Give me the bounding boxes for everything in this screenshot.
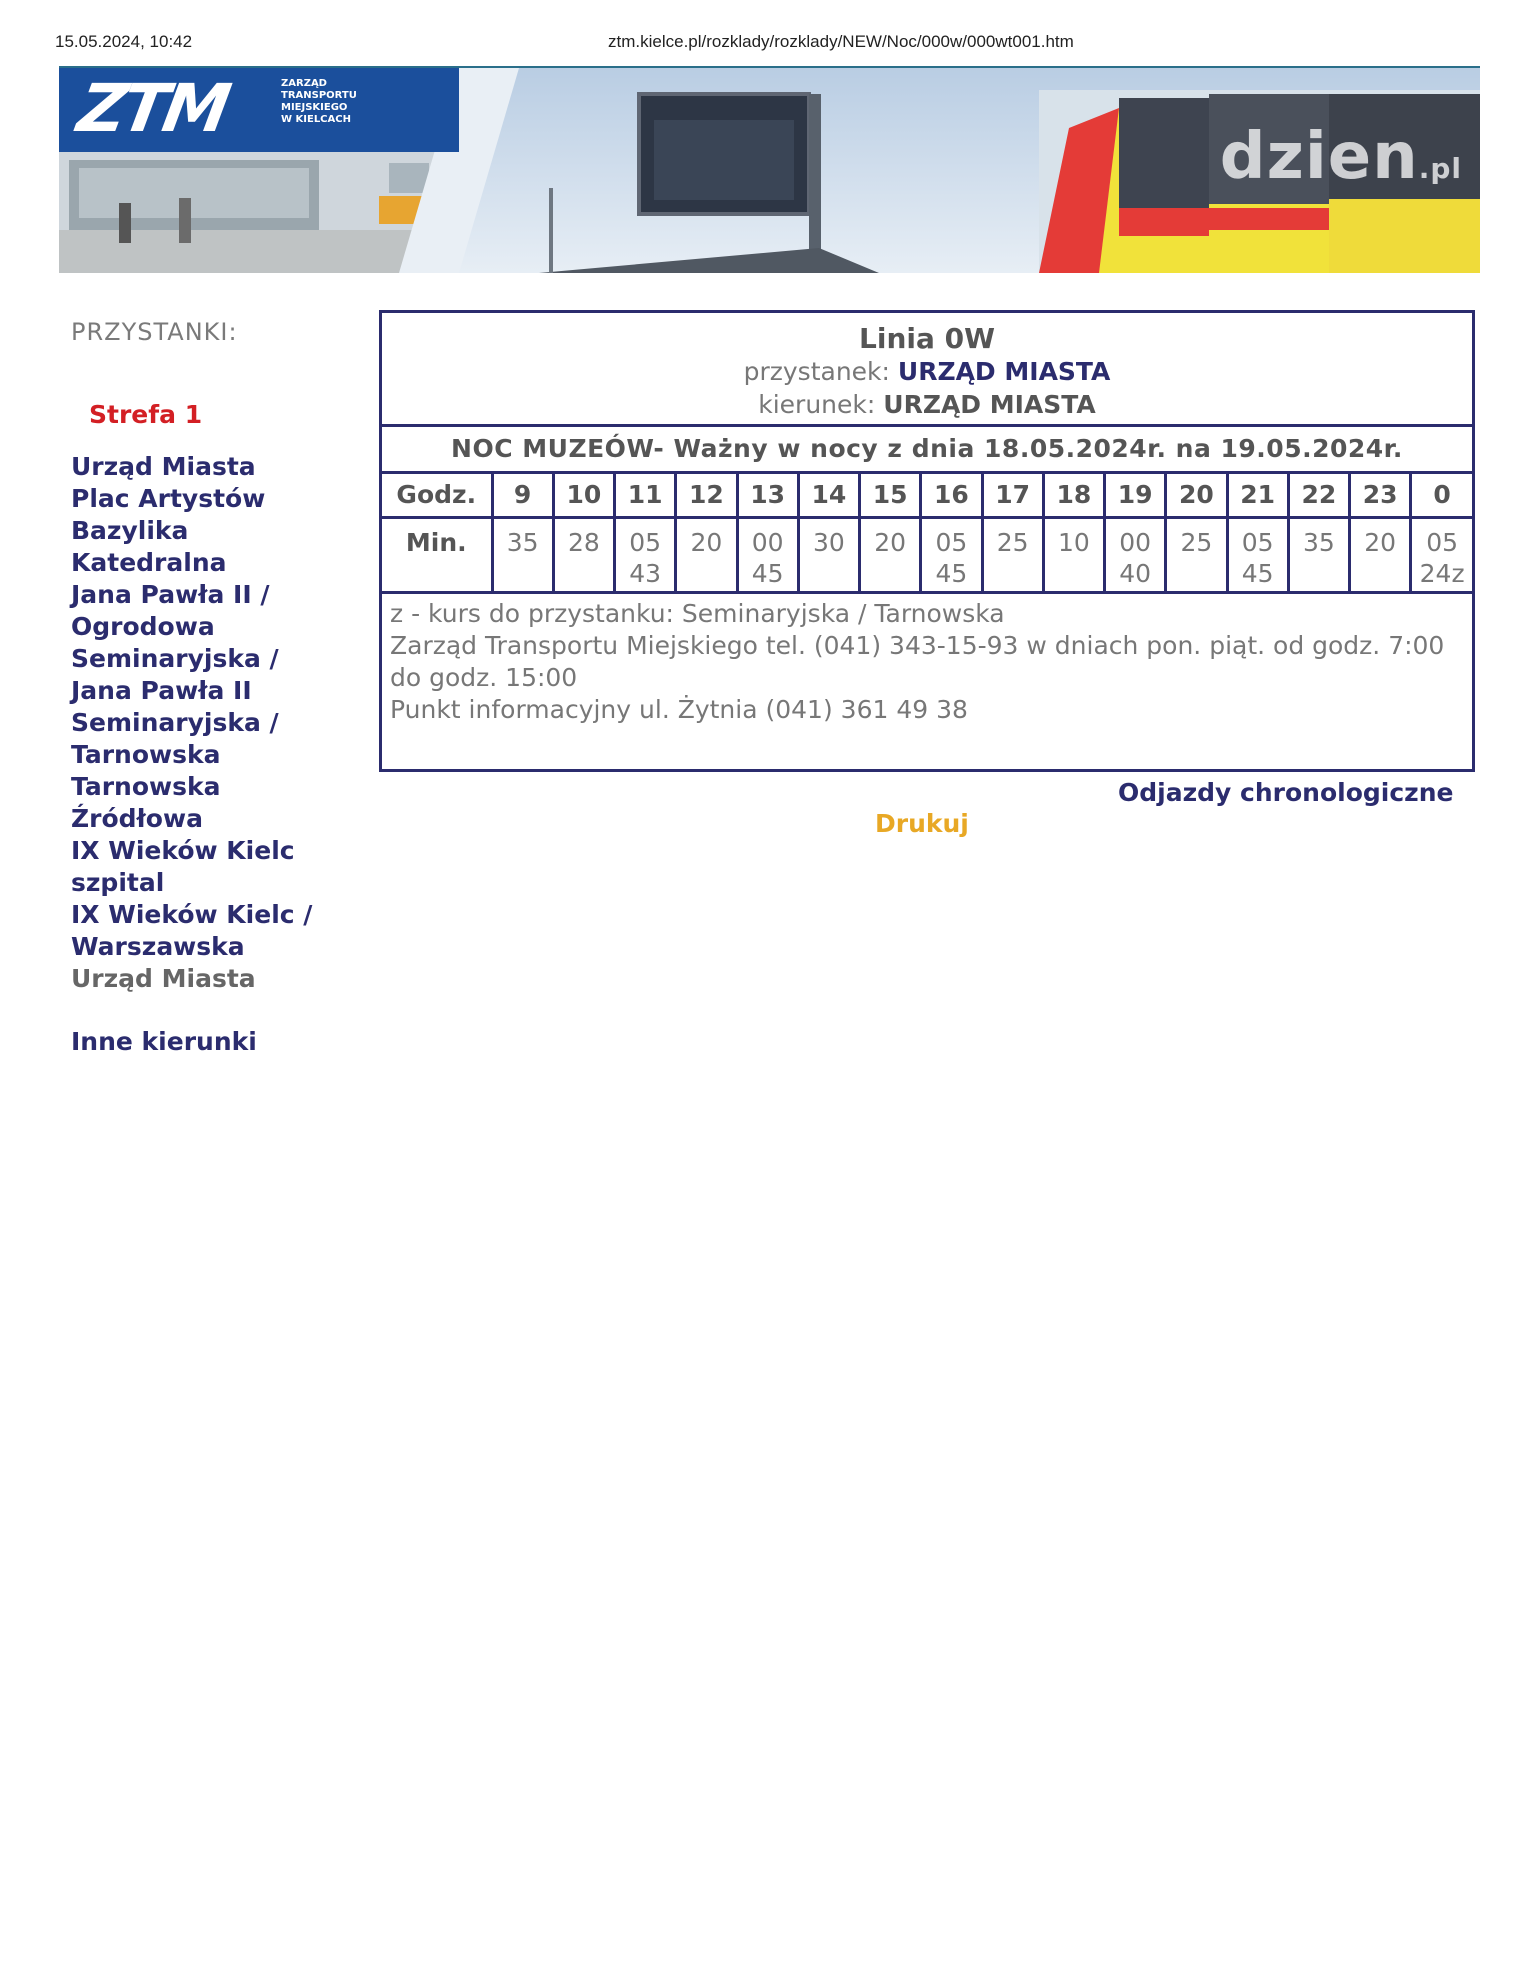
stop-link[interactable]: IX Wieków Kielc / <box>71 900 313 929</box>
hour-cell: 9 <box>492 474 553 518</box>
minute-cell: 05 24z <box>1411 518 1472 593</box>
chronological-departures-link[interactable]: Odjazdy chronologiczne <box>1118 778 1454 807</box>
minute-cell: 05 43 <box>615 518 676 593</box>
hour-cell: 13 <box>737 474 798 518</box>
print-link[interactable]: Drukuj <box>875 809 969 838</box>
validity-notice: NOC MUZEÓW- Ważny w nocy z dnia 18.05.2024r. na 19.05.2024r. <box>382 427 1472 474</box>
ztm-logo-subtitle: ZARZĄD TRANSPORTU MIEJSKIEGO W KIELCACH <box>281 78 357 125</box>
stop-link[interactable]: Plac Artystów <box>71 484 266 513</box>
minute-cell: 25 <box>1166 518 1227 593</box>
minute-cell: 25 <box>982 518 1043 593</box>
zone-label: Strefa 1 <box>89 400 203 429</box>
hour-cell: 11 <box>615 474 676 518</box>
minute-cell: 28 <box>553 518 614 593</box>
hour-cell: 0 <box>1411 474 1472 518</box>
minute-cell: 35 <box>1288 518 1349 593</box>
stop-link[interactable]: Warszawska <box>71 932 245 961</box>
hour-cell: 16 <box>921 474 982 518</box>
stop-link[interactable]: Seminaryjska / <box>71 644 279 673</box>
minute-cell: 20 <box>676 518 737 593</box>
stop-row: przystanek: URZĄD MIASTA <box>743 357 1111 386</box>
watermark: dzien.pl <box>1219 120 1462 194</box>
print-header <box>55 32 1475 56</box>
hour-cell: 15 <box>860 474 921 518</box>
footnote: Punkt informacyjny ul. Żytnia (041) 361 49 38 <box>390 695 968 724</box>
hour-cell: 23 <box>1350 474 1411 518</box>
ztm-logo-text: ZTM <box>72 70 233 147</box>
timetable-header <box>382 313 1472 427</box>
stop-link[interactable]: Jana Pawła II <box>71 676 252 705</box>
hour-cell: 21 <box>1227 474 1288 518</box>
stop-link[interactable]: IX Wieków Kielc <box>71 836 295 865</box>
footnotes <box>382 594 1472 730</box>
minute-cell: 30 <box>798 518 859 593</box>
print-datetime: 15.05.2024, 10:42 <box>55 32 193 51</box>
hour-cell: 18 <box>1043 474 1104 518</box>
stop-link[interactable]: szpital <box>71 868 165 897</box>
departures-grid <box>382 474 1472 594</box>
direction-name: URZĄD MIASTA <box>883 390 1096 419</box>
footnote: z - kurs do przystanku: Seminaryjska / Tarnowska <box>390 599 1005 628</box>
minute-cell: 20 <box>860 518 921 593</box>
footnote: Zarząd Transportu Miejskiego tel. (041) 343-15-93 w dniach pon. piąt. od godz. 7:00 do godz. 15:00 <box>390 631 1445 692</box>
stop-link[interactable]: Urząd Miasta <box>71 452 256 481</box>
hours-label: Godz. <box>382 474 492 518</box>
direction-row: kierunek: URZĄD MIASTA <box>758 390 1096 419</box>
sidebar-heading: PRZYSTANKI: <box>71 318 238 346</box>
stop-link[interactable]: Jana Pawła II / <box>71 580 270 609</box>
hour-cell: 14 <box>798 474 859 518</box>
hour-cell: 12 <box>676 474 737 518</box>
hours-row <box>382 474 1472 518</box>
line-title: Linia 0W <box>859 322 995 355</box>
header-banner <box>59 66 1480 273</box>
minute-cell: 10 <box>1043 518 1104 593</box>
minute-cell: 20 <box>1350 518 1411 593</box>
hour-cell: 17 <box>982 474 1043 518</box>
stop-link[interactable]: Źródłowa <box>71 804 203 833</box>
stop-name: URZĄD MIASTA <box>897 357 1111 386</box>
hour-cell: 19 <box>1105 474 1166 518</box>
current-stop: Urząd Miasta <box>71 964 256 993</box>
stop-link[interactable]: Seminaryjska / <box>71 708 279 737</box>
timetable <box>379 310 1475 772</box>
hour-cell: 10 <box>553 474 614 518</box>
stop-link[interactable]: Katedralna <box>71 548 227 577</box>
minute-cell: 35 <box>492 518 553 593</box>
stop-list <box>71 451 361 995</box>
minutes-row <box>382 518 1472 593</box>
stops-sidebar <box>71 318 361 1056</box>
minute-cell: 05 45 <box>1227 518 1288 593</box>
stop-link[interactable]: Bazylika <box>71 516 189 545</box>
stop-link[interactable]: Ogrodowa <box>71 612 215 641</box>
hour-cell: 22 <box>1288 474 1349 518</box>
ztm-logo[interactable] <box>59 68 459 152</box>
minute-cell: 05 45 <box>921 518 982 593</box>
hour-cell: 20 <box>1166 474 1227 518</box>
stop-link[interactable]: Tarnowska <box>71 772 221 801</box>
stop-link[interactable]: Tarnowska <box>71 740 221 769</box>
minutes-label: Min. <box>382 518 492 593</box>
other-directions-link[interactable]: Inne kierunki <box>71 1027 257 1056</box>
print-url: ztm.kielce.pl/rozklady/rozklady/NEW/Noc/000w/000wt001.htm <box>608 32 1074 51</box>
minute-cell: 00 45 <box>737 518 798 593</box>
minute-cell: 00 40 <box>1105 518 1166 593</box>
